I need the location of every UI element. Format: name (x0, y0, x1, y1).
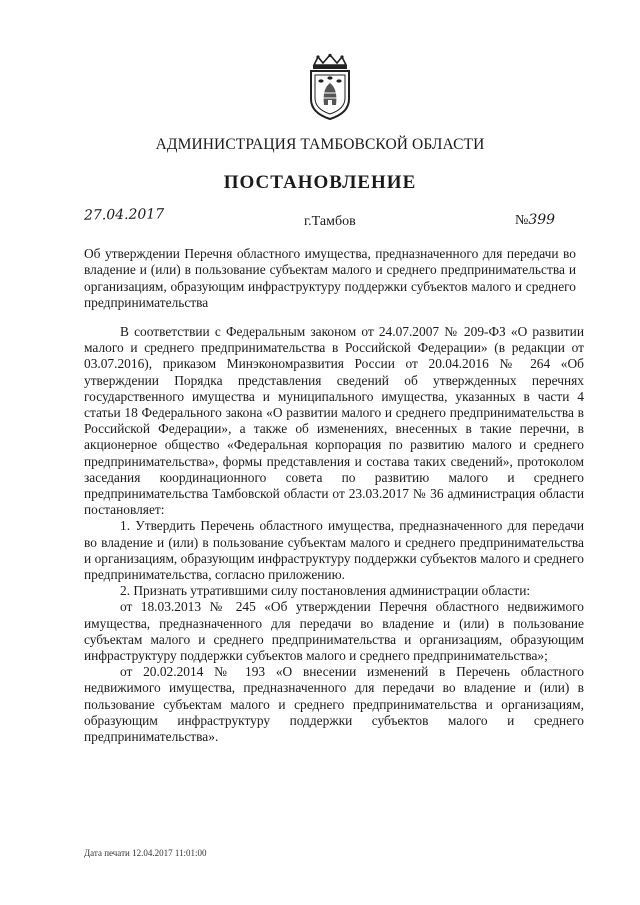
item-2b-paragraph: от 20.02.2014 № 193 «О внесении изменений в Перечень областного недвижимого имущества, предназначенного для передачи во владение и (или) в пользование субъектам малого и среднего предпринимательства и организациям, образующим инфраструктуру поддержки субъектов малого и среднего предпринимательства». (84, 664, 584, 745)
document-number (515, 212, 555, 229)
document-number-prefix: № (515, 213, 529, 228)
item-2-paragraph: 2. Признать утратившими силу постановления администрации области: (120, 583, 531, 599)
document-type: ПОСТАНОВЛЕНИЕ (223, 172, 417, 193)
document-date: 27.04.2017 (83, 206, 165, 224)
preamble-paragraph: В соответствии с Федеральным законом от 24.07.2007 № 209-ФЗ «О развитии малого и среднего предпринимательства в Российской Федерации» (в редакции от 03.07.2016), приказом Минэкономразвития России от 20.04.2016 № 264 «Об утверждении Порядка представления сведений об утвержденных перечнях государственного имущества и муниципального имущества, указанных в части 4 статьи 18 Федерального закона «О развитии малого и среднего предпринимательства в Российской Федерации», а также об изменениях, внесенных в такие перечни, в акционерное общество «Федеральная корпорация по развитию малого и среднего предпринимательства», формы представления и состава таких сведений», протоколом заседания координационного совета по развитию малого и среднего предпринимательства Тамбовской области от 23.03.2017 № 36 администрация области постановляет: (84, 324, 584, 518)
document-city: г.Тамбов (304, 214, 356, 229)
document-body (84, 324, 584, 745)
organization-name: АДМИНИСТРАЦИЯ ТАМБОВСКОЙ ОБЛАСТИ (155, 136, 485, 153)
coat-of-arms-icon (304, 53, 356, 121)
item-1-paragraph: 1. Утвердить Перечень областного имущества, предназначенного для передачи во владение и (или) в пользование субъектам малого и среднего предпринимательства и организациям, образующим инфраструктуру поддержки субъектов малого и среднего предпринимательства, согласно приложению. (84, 518, 584, 583)
item-2a-paragraph: от 18.03.2013 № 245 «Об утверждении Перечня областного недвижимого имущества, предназначенного для передачи во владение и (или) в пользование субъектам малого и среднего предпринимательства и организациям, образующим инфраструктуру поддержки субъектов малого и среднего предпринимательства»; (84, 599, 584, 664)
print-date: Дата печати 12.04.2017 11:01:00 (84, 848, 207, 858)
document-subject: Об утверждении Перечня областного имущества, предназначенного для передачи во владение и (или) в пользование субъектам малого и среднего предпринимательства и организациям, образующим инфраструктуру поддержки субъектов малого и среднего предпринимательства (84, 246, 576, 310)
document-number-value: 399 (528, 212, 556, 228)
